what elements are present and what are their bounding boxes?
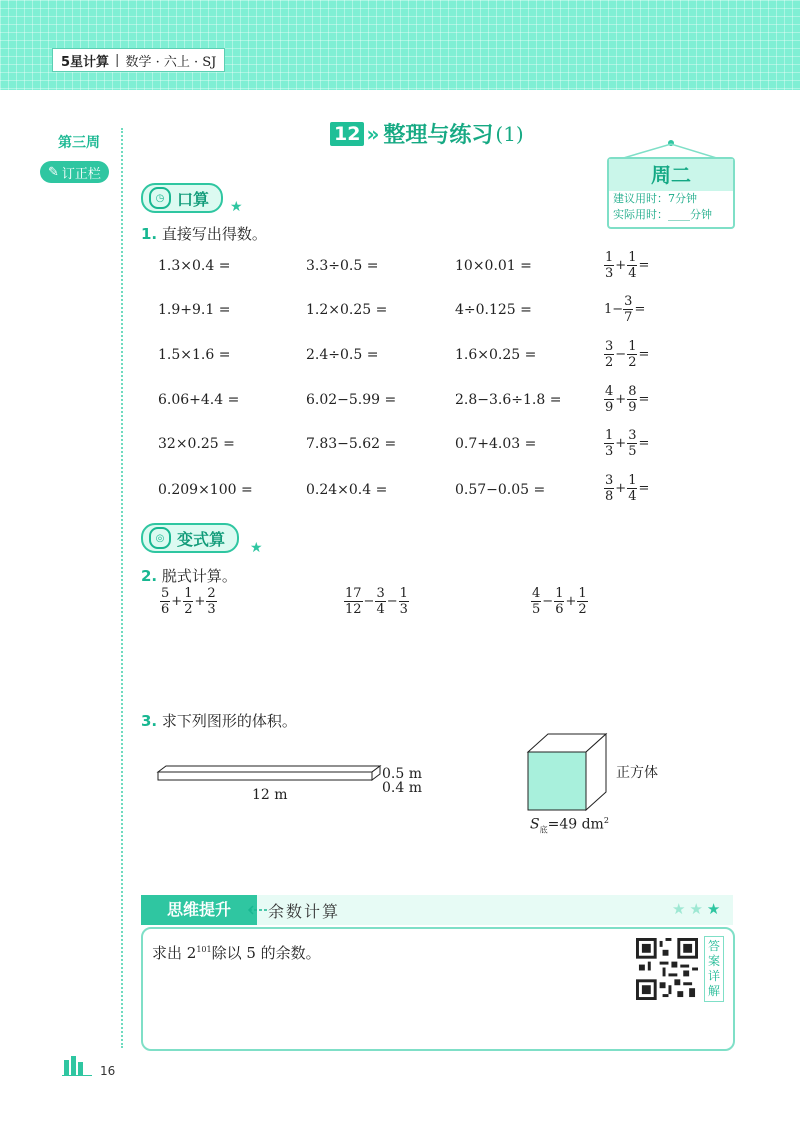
thinking-topic: 余数计算	[268, 902, 341, 921]
fraction: $\frac{1}{2}$	[578, 586, 587, 617]
answer-detail-label[interactable]: 答 案 详 解	[704, 936, 724, 1002]
expression: 10×0.01 =	[455, 258, 532, 274]
stars-icon: ★★★	[672, 900, 725, 918]
expression: 1.3×0.4 =	[158, 258, 231, 274]
series-name: 5星计算	[61, 54, 110, 70]
expression: 6.06+4.4 =	[158, 392, 240, 408]
expression: 2.8−3.6÷1.8 =	[455, 392, 562, 408]
fraction-expression: $\frac{3}{2}$ − $\frac{1}{2}$ =	[605, 339, 650, 370]
star-icon: ★	[250, 540, 263, 556]
fraction: $\frac{5}{6}$	[161, 586, 170, 617]
question-2: 2. 脱式计算。	[141, 567, 237, 585]
fraction: $\frac{1}{2}$	[184, 586, 193, 617]
header-band	[0, 0, 800, 90]
question-3: 3. 求下列图形的体积。	[141, 712, 297, 730]
cube-figure	[526, 732, 612, 812]
week-label: 第三周	[58, 135, 100, 151]
correction-column-label	[40, 161, 109, 183]
fraction: $\frac{4}{9}$	[605, 384, 614, 415]
expression: 0.209×100 =	[158, 482, 253, 498]
expression: 2.4÷0.5 =	[306, 347, 379, 363]
fraction: $\frac{3}{5}$	[628, 428, 637, 459]
separator: |	[115, 52, 120, 68]
fraction: $\frac{3}{4}$	[376, 586, 385, 617]
pencil-icon: ✎	[48, 164, 59, 180]
expression: 0.7+4.03 =	[455, 436, 537, 452]
expression: 1.6×0.25 =	[455, 347, 537, 363]
thinking-tag: 思维提升	[141, 895, 257, 925]
fraction: $\frac{1}{4}$	[628, 473, 637, 504]
fraction-expression: 1− $\frac{3}{7}$ =	[604, 294, 646, 325]
expression: 4÷0.125 =	[455, 302, 532, 318]
stopwatch-icon: ◷	[149, 187, 171, 209]
bar-length: 12 m	[252, 787, 288, 803]
target-icon: ◎	[149, 527, 171, 549]
expression: 3.3÷0.5 =	[306, 258, 379, 274]
fraction: $\frac{1}{2}$	[628, 339, 637, 370]
fraction: $\frac{1}{4}$	[628, 250, 637, 281]
fraction: $\frac{1}{6}$	[555, 586, 564, 617]
chevron-icon: »	[366, 121, 380, 146]
mixed-expression: $\frac{17}{12}$ − $\frac{3}{4}$ − $\frac{1}{3}$	[345, 586, 408, 617]
star-icon: ★	[230, 199, 243, 215]
bar-width: 0.4 m	[382, 780, 422, 796]
fraction: $\frac{4}{5}$	[532, 586, 541, 617]
page-number: 16	[100, 1064, 116, 1078]
suggested-time: 建议用时：7分钟	[613, 192, 697, 205]
fraction-expression: $\frac{3}{8}$ + $\frac{1}{4}$ =	[605, 473, 650, 504]
fraction: $\frac{3}{2}$	[605, 339, 614, 370]
day-name: 周二	[609, 159, 733, 191]
day-card	[607, 157, 735, 229]
fraction: $\frac{1}{3}$	[399, 586, 408, 617]
fraction: $\frac{1}{3}$	[605, 428, 614, 459]
section-variant-calc: ◎ 变式算	[141, 523, 239, 553]
series-subtitle: 数学 · 六上 · SJ	[125, 54, 217, 70]
fraction: $\frac{17}{12}$	[345, 586, 362, 617]
fraction: $\frac{2}{3}$	[207, 586, 216, 617]
cube-name: 正方体	[616, 765, 658, 781]
books-icon	[62, 1056, 92, 1076]
lesson-title-text: 整理与练习	[383, 123, 494, 148]
lesson-part: (1)	[495, 121, 524, 146]
fraction: $\frac{1}{3}$	[605, 250, 614, 281]
fraction: $\frac{8}{9}$	[628, 384, 637, 415]
thinking-question: 求出 $2^{101}$除以 5 的余数。	[152, 944, 321, 962]
expression: 7.83−5.62 =	[306, 436, 397, 452]
expression: 0.24×0.4 =	[306, 482, 388, 498]
expression: 0.57−0.05 =	[455, 482, 546, 498]
bar-height: 0.5 m	[382, 766, 422, 782]
fraction-expression: $\frac{4}{9}$ + $\frac{8}{9}$ =	[605, 384, 650, 415]
actual-time: 实际用时：____分钟	[613, 208, 712, 221]
lesson-title	[330, 118, 524, 149]
series-label	[52, 48, 225, 72]
mixed-expression: $\frac{5}{6}$ + $\frac{1}{2}$ + $\frac{2}{3}$	[161, 586, 216, 617]
fraction-expression: $\frac{1}{3}$ + $\frac{1}{4}$ =	[605, 250, 650, 281]
expression: 1.9+9.1 =	[158, 302, 231, 318]
cube-base-area: $S_底=49$ $dm^2$	[530, 816, 609, 835]
expression: 6.02−5.99 =	[306, 392, 397, 408]
qr-code-icon[interactable]	[636, 938, 698, 1000]
mixed-expression: $\frac{4}{5}$ − $\frac{1}{6}$ + $\frac{1}{2}$	[532, 586, 587, 617]
correction-divider	[121, 128, 123, 1048]
question-1: 1. 直接写出得数。	[141, 225, 267, 243]
fraction-expression: $\frac{1}{3}$ + $\frac{3}{5}$ =	[605, 428, 650, 459]
correction-text: 订正栏	[61, 166, 101, 182]
section-mental-calc: ◷ 口算	[141, 183, 223, 213]
expression: 1.2×0.25 =	[306, 302, 388, 318]
fraction: $\frac{3}{8}$	[605, 473, 614, 504]
arrow-icon	[247, 903, 269, 917]
fraction: $\frac{3}{7}$	[624, 294, 633, 325]
expression: 32×0.25 =	[158, 436, 235, 452]
lesson-number: 12	[330, 122, 364, 146]
expression: 1.5×1.6 =	[158, 347, 231, 363]
